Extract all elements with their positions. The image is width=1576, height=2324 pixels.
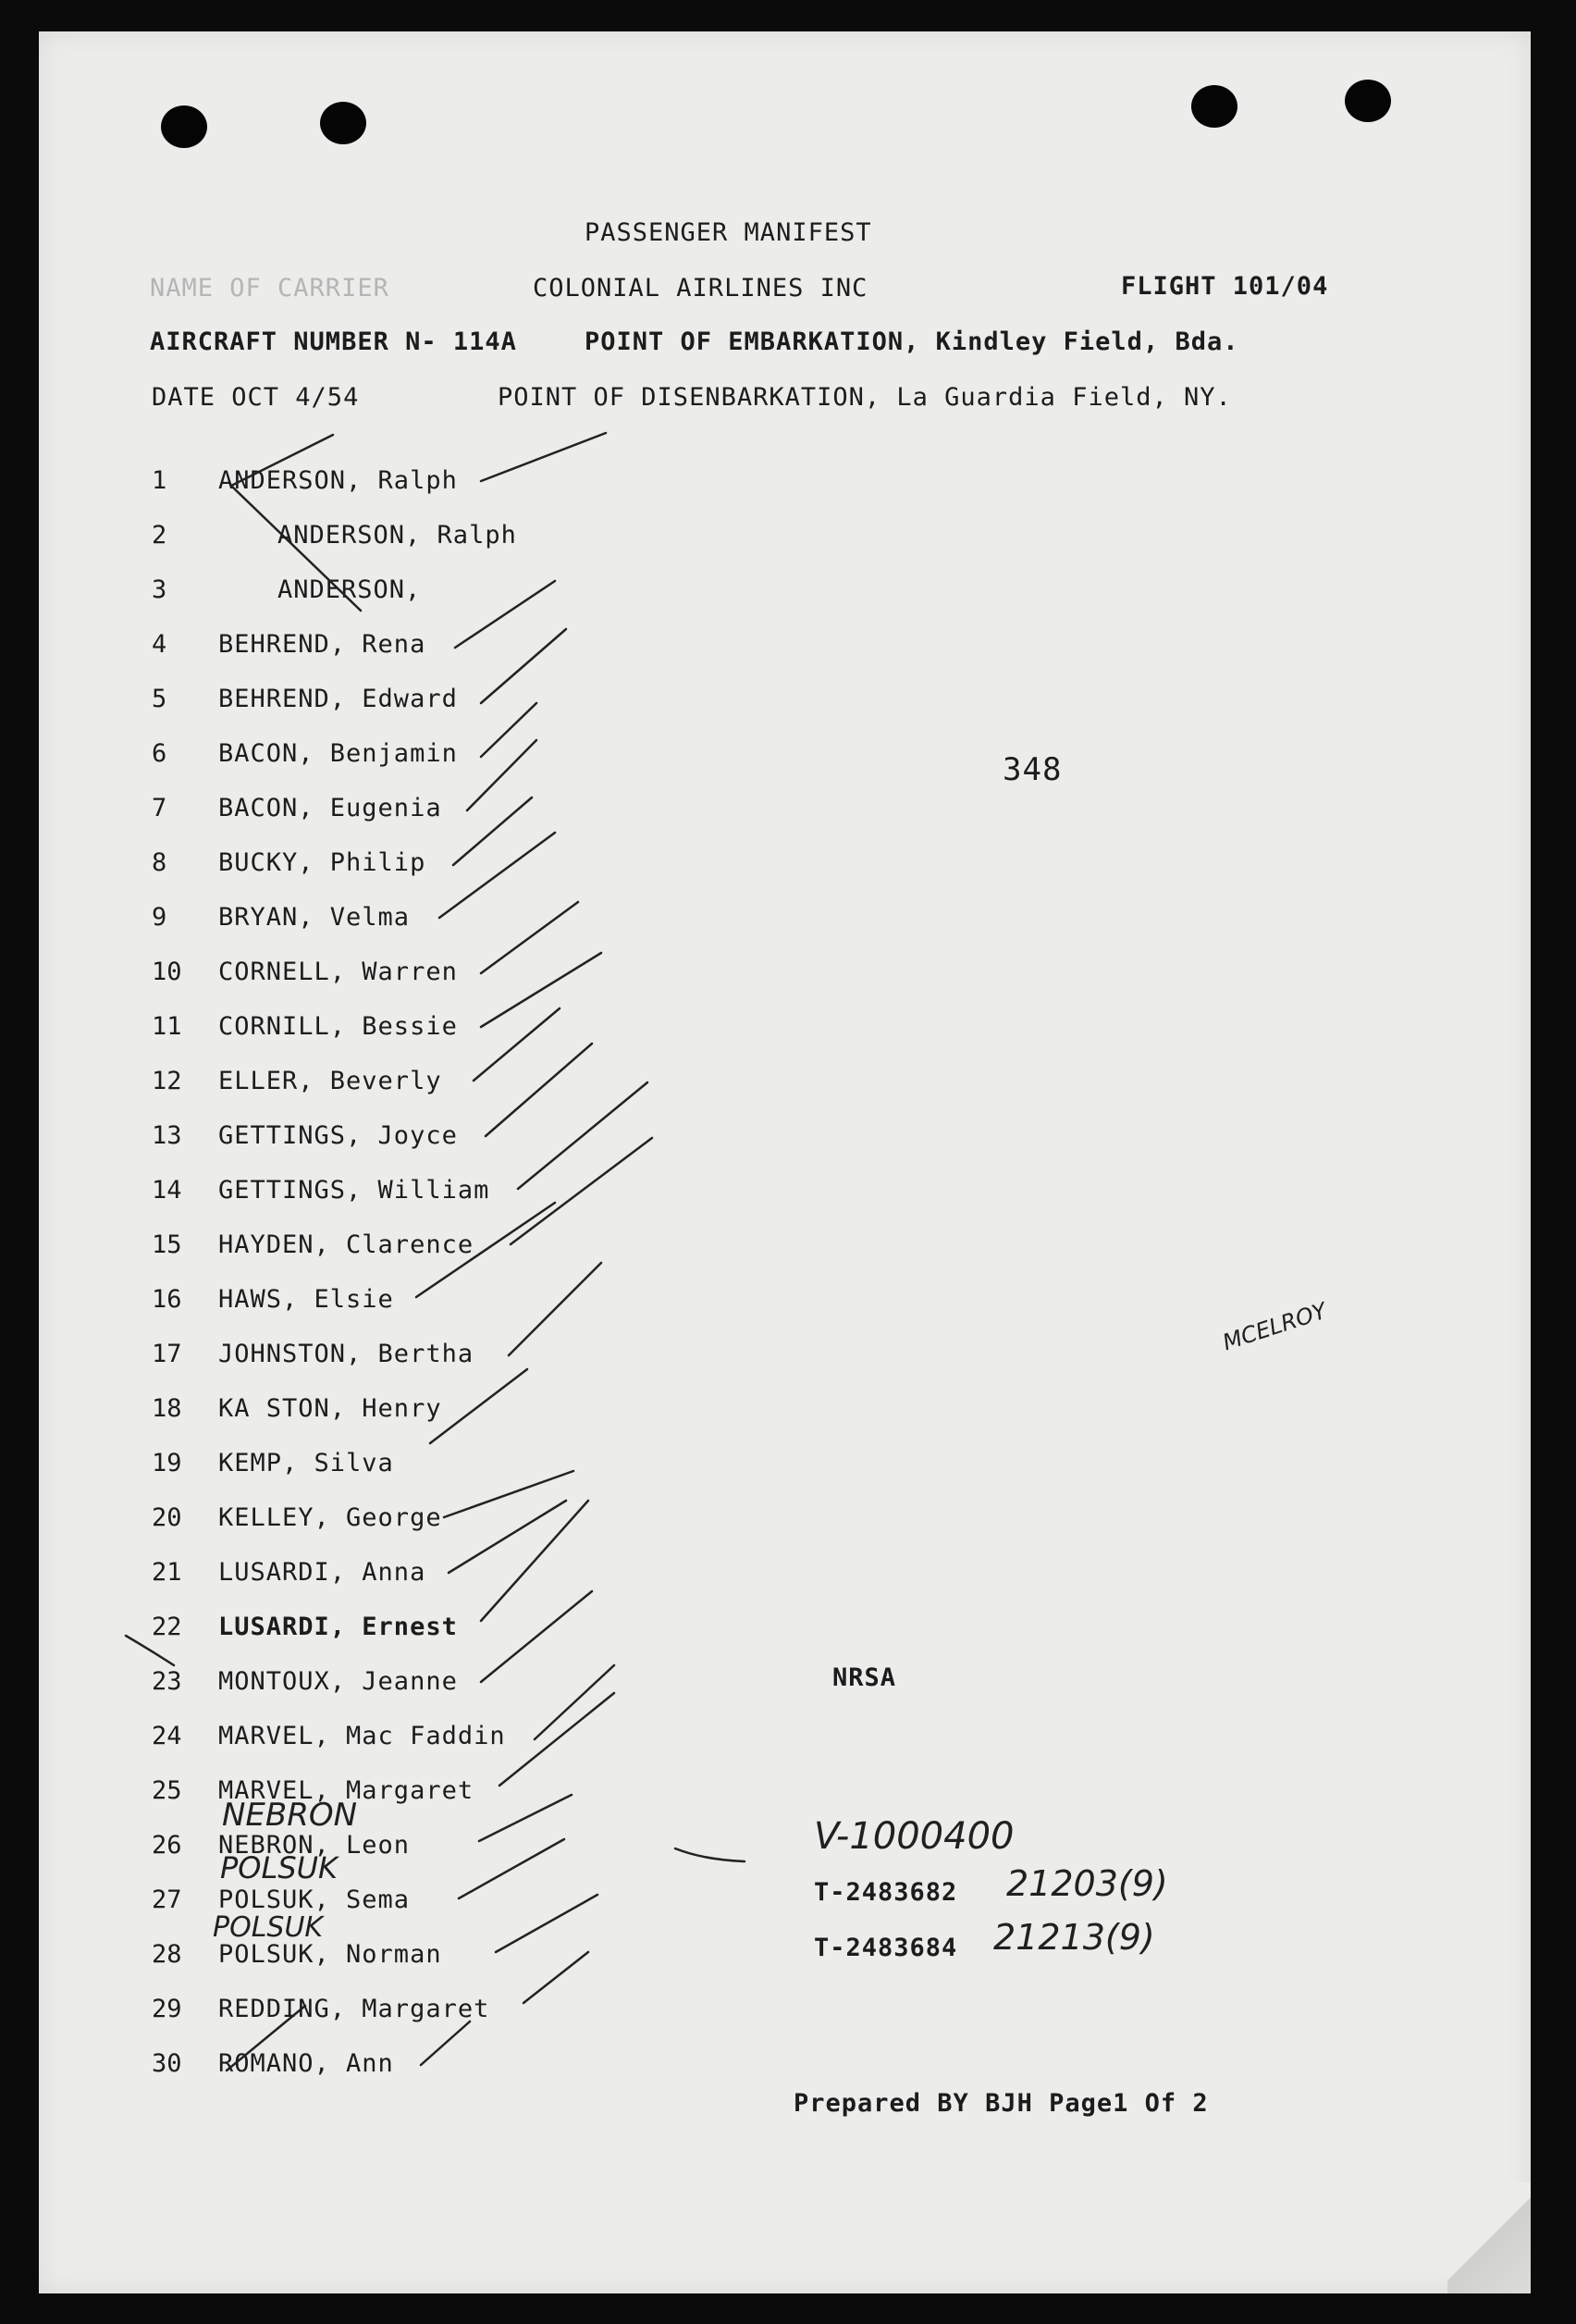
passenger-name: ANDERSON, <box>277 575 422 604</box>
passenger-name: HAWS, Elsie <box>218 1285 394 1314</box>
passenger-name: JOHNSTON, Bertha <box>218 1340 474 1368</box>
passenger-name: ANDERSON, Ralph <box>218 466 458 495</box>
row-number: 12 <box>152 1067 182 1095</box>
row-number: 8 <box>152 848 167 877</box>
carrier-name: COLONIAL AIRLINES INC <box>533 274 868 303</box>
row-number: 10 <box>152 958 182 986</box>
row-number: 21 <box>152 1558 182 1587</box>
passenger-name: ELLER, Beverly <box>218 1067 442 1095</box>
passenger-name: ANDERSON, Ralph <box>277 521 517 550</box>
passenger-name: MARVEL, Mac Faddin <box>218 1722 506 1750</box>
ticket-number-1: T-2483682 <box>814 1878 958 1907</box>
row-number: 9 <box>152 903 167 932</box>
handwritten-ticket-code-1: 21203(9) <box>1006 1863 1168 1904</box>
manifest-title: PASSENGER MANIFEST <box>585 218 872 247</box>
row-number: 29 <box>152 1995 182 2023</box>
row-number: 3 <box>152 575 167 604</box>
passenger-name: BACON, Benjamin <box>218 739 458 768</box>
row-number: 18 <box>152 1394 182 1423</box>
row-number: 27 <box>152 1885 182 1914</box>
passenger-name: BEHREND, Rena <box>218 630 426 659</box>
disembarkation-point: POINT OF DISENBARKATION, La Guardia Field, NY. <box>498 383 1232 412</box>
handwritten-ticket-code-2: 21213(9) <box>993 1917 1155 1958</box>
row-number: 20 <box>152 1503 182 1532</box>
page-stamp-number: 348 <box>1003 751 1063 788</box>
handwritten-v-number: V-1000400 <box>814 1815 1015 1858</box>
passenger-name: BEHREND, Edward <box>218 685 458 713</box>
manifest-date: DATE OCT 4/54 <box>152 383 360 412</box>
passenger-name: KA STON, Henry <box>218 1394 442 1423</box>
row-number: 15 <box>152 1230 182 1259</box>
passenger-name: POLSUK, Sema <box>218 1885 411 1914</box>
passenger-name: REDDING, Margaret <box>218 1995 490 2023</box>
punch-hole <box>320 102 366 144</box>
handwritten-name-polsuk-2: POLSUK <box>213 1911 324 1944</box>
passenger-name: POLSUK, Norman <box>218 1940 442 1969</box>
passenger-name: CORNILL, Bessie <box>218 1012 458 1041</box>
row-number: 4 <box>152 630 167 659</box>
row-number: 26 <box>152 1831 182 1860</box>
passenger-name: LUSARDI, Anna <box>218 1558 426 1587</box>
row-number: 5 <box>152 685 167 713</box>
aircraft-number: AIRCRAFT NUMBER N- 114A <box>150 328 517 356</box>
row-number: 30 <box>152 2049 182 2078</box>
passenger-name: HAYDEN, Clarence <box>218 1230 474 1259</box>
row-number: 2 <box>152 521 167 550</box>
row-number: 24 <box>152 1722 182 1750</box>
passenger-name: BACON, Eugenia <box>218 794 442 822</box>
row-number: 16 <box>152 1285 182 1314</box>
handwritten-name-nebron: NEBRON <box>222 1797 358 1834</box>
row-number: 25 <box>152 1776 182 1805</box>
row-number: 14 <box>152 1176 182 1205</box>
punch-hole <box>1345 80 1391 122</box>
embarkation-point: POINT OF EMBARKATION, Kindley Field, Bda. <box>585 328 1239 356</box>
ticket-number-2: T-2483684 <box>814 1934 958 1962</box>
handwritten-name-polsuk-1: POLSUK <box>220 1850 339 1885</box>
passenger-name: KELLEY, George <box>218 1503 442 1532</box>
passenger-name: ROMANO, Ann <box>218 2049 394 2078</box>
row-number: 7 <box>152 794 167 822</box>
nrsa-stamp: NRSA <box>832 1663 897 1692</box>
handwritten-name-mcelroy: MCELROY <box>1219 1297 1330 1356</box>
row-number: 22 <box>152 1613 182 1641</box>
passenger-name: GETTINGS, Joyce <box>218 1121 458 1150</box>
passenger-name: BRYAN, Velma <box>218 903 411 932</box>
passenger-name: CORNELL, Warren <box>218 958 458 986</box>
row-number: 1 <box>152 466 167 495</box>
passenger-name: MONTOUX, Jeanne <box>218 1667 458 1696</box>
punch-hole <box>1191 85 1237 128</box>
prepared-by-footer: Prepared BY BJH Page1 Of 2 <box>794 2089 1209 2118</box>
passenger-name: NEBRON, Leon <box>218 1831 411 1860</box>
passenger-name: MARVEL, Margaret <box>218 1776 474 1805</box>
row-number: 23 <box>152 1667 182 1696</box>
passenger-name: KEMP, Silva <box>218 1449 394 1477</box>
punch-hole <box>161 105 207 148</box>
row-number: 13 <box>152 1121 182 1150</box>
passenger-name: BUCKY, Philip <box>218 848 426 877</box>
carrier-label: NAME OF CARRIER <box>150 274 389 303</box>
row-number: 6 <box>152 739 167 768</box>
row-number: 19 <box>152 1449 182 1477</box>
passenger-name: LUSARDI, Ernest <box>218 1613 458 1641</box>
passenger-name: GETTINGS, William <box>218 1176 490 1205</box>
row-number: 11 <box>152 1012 182 1041</box>
row-number: 17 <box>152 1340 182 1368</box>
flight-number: FLIGHT 101/04 <box>1121 272 1329 301</box>
row-number: 28 <box>152 1940 182 1969</box>
